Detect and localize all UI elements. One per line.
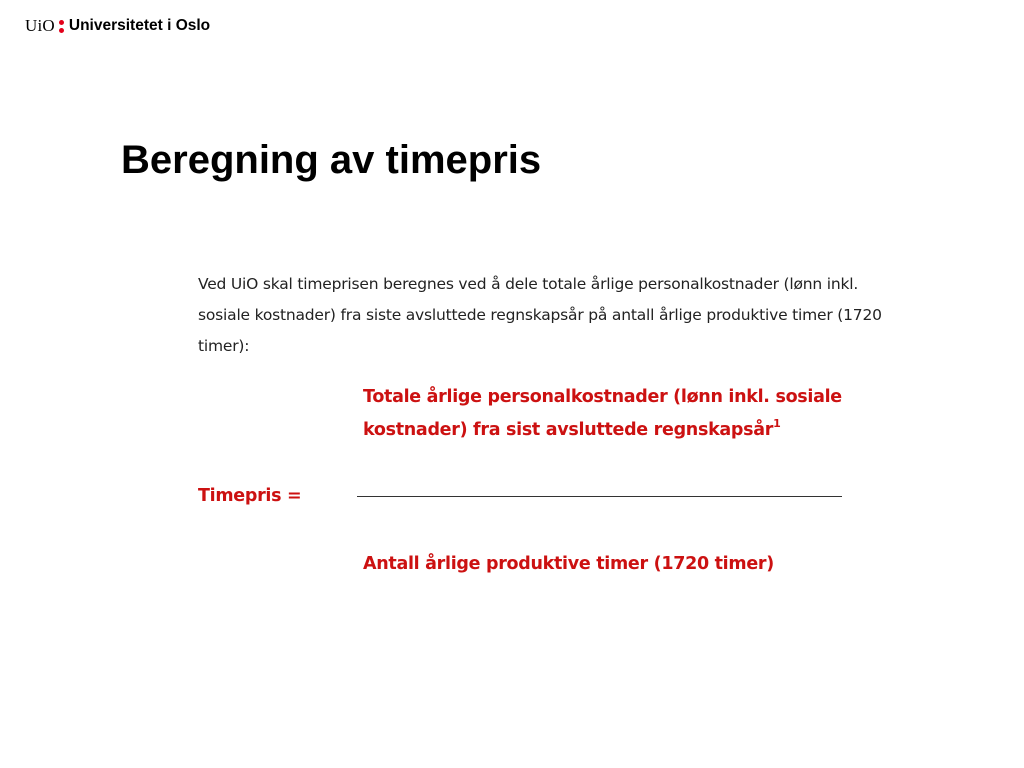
- numerator-line-1: Totale årlige personalkostnader (lønn inkl. sosiale: [363, 387, 842, 407]
- formula-lhs: Timepris =: [198, 486, 302, 506]
- slide-title: Beregning av timepris: [121, 138, 542, 182]
- numerator-line-2: kostnader) fra sist avsluttede regnskapsår: [363, 420, 774, 440]
- logo-dots-icon: [59, 19, 64, 33]
- logo-university-name: Universitetet i Oslo: [68, 17, 211, 34]
- logo-abbreviation: UiO: [25, 16, 55, 35]
- fraction-line: [357, 496, 842, 497]
- formula-denominator: Antall årlige produktive timer (1720 timer): [363, 554, 774, 574]
- uio-logo: [25, 15, 210, 37]
- formula-numerator: [363, 381, 883, 447]
- footnote-mark: 1: [773, 417, 781, 430]
- intro-paragraph: Ved UiO skal timeprisen beregnes ved å dele totale årlige personalkostnader (lønn inkl. sosiale kostnader) fra siste avsluttede regnskapsår på antall årlige produktive timer (1720 timer):: [198, 275, 882, 355]
